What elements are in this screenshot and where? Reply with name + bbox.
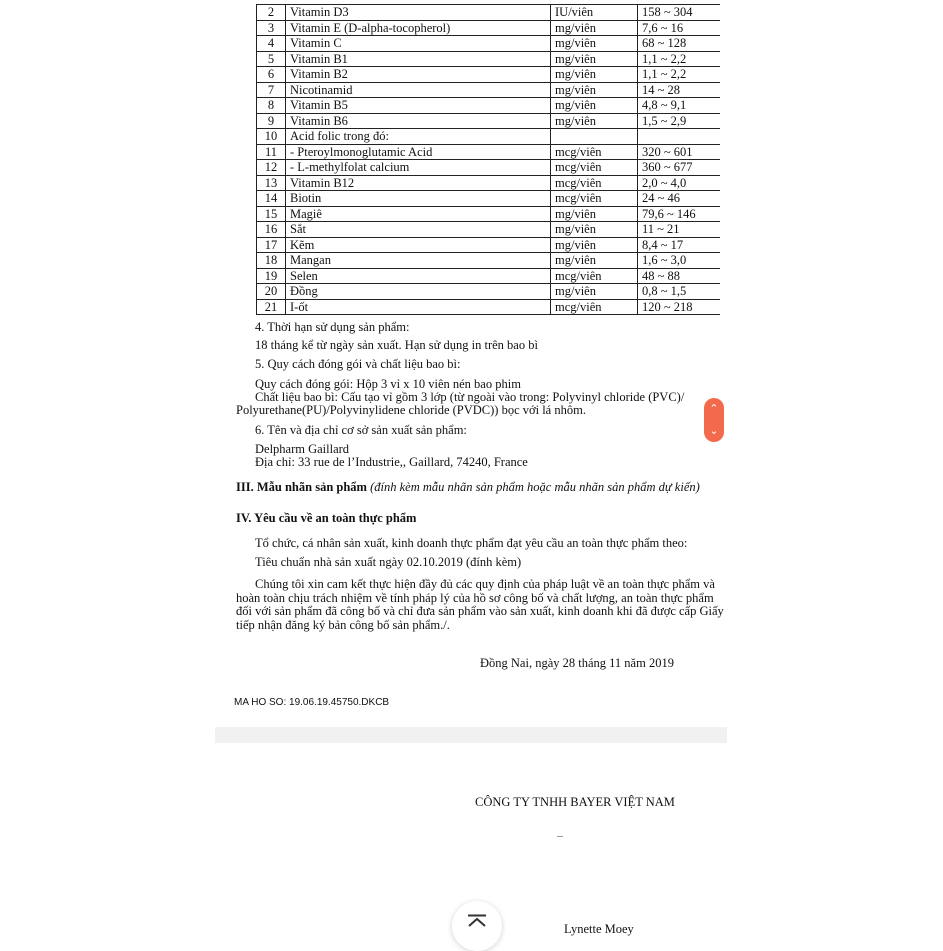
row-number: 20 [257, 284, 286, 300]
nutrient-name: Selen [286, 268, 551, 284]
nutrient-unit: mg/viên [551, 206, 638, 222]
row-number: 10 [257, 129, 286, 145]
nutrient-name: Magiê [286, 206, 551, 222]
nutrient-value: 14 ~ 28 [638, 82, 721, 98]
row-number: 18 [257, 253, 286, 269]
nutrient-unit: mcg/viên [551, 268, 638, 284]
table-row [257, 129, 721, 145]
nutrient-value: 7,6 ~ 16 [638, 20, 721, 36]
row-number: 14 [257, 191, 286, 207]
record-code: MA HO SO: 19.06.19.45750.DKCB [234, 697, 390, 708]
nutrient-value: 320 ~ 601 [638, 144, 721, 160]
nutrient-unit: mg/viên [551, 222, 638, 238]
nutrient-value: 4,8 ~ 9,1 [638, 98, 721, 114]
section-iv-line-2: Tiêu chuẩn nhà sản xuất ngày 02.10.2019 (đính kèm) [255, 555, 522, 569]
nutrient-unit: mg/viên [551, 67, 638, 83]
row-number: 17 [257, 237, 286, 253]
nutrient-value: 68 ~ 128 [638, 36, 721, 52]
nutrient-name: Vitamin B6 [286, 113, 551, 129]
table-row [257, 5, 721, 21]
nutrient-name: Vitamin B12 [286, 175, 551, 191]
section-iv-heading: IV. Yêu cầu về an toàn thực phẩm [236, 511, 417, 525]
table-row [257, 206, 721, 222]
row-number: 8 [257, 98, 286, 114]
nutrient-name: Vitamin C [286, 36, 551, 52]
nutrient-name: Biotin [286, 191, 551, 207]
table-row [257, 98, 721, 114]
commitment-line-1: Chúng tôi xin cam kết thực hiện đầy đủ các quy định của pháp luật về an toàn thực phẩm và [255, 577, 715, 591]
nutrient-name: - Pteroylmonoglutamic Acid [286, 144, 551, 160]
nutrient-unit: mcg/viên [551, 175, 638, 191]
nutrient-name: I-ốt [286, 299, 551, 315]
section-iii-note: (đính kèm mẫu nhãn sản phẩm hoặc mẫu nhãn sản phẩm dự kiến) [370, 480, 700, 494]
nutrient-value: 1,5 ~ 2,9 [638, 113, 721, 129]
row-number: 3 [257, 20, 286, 36]
nutrient-name: Vitamin B1 [286, 51, 551, 67]
nutrient-name: Sắt [286, 222, 551, 238]
nutrient-value: 11 ~ 21 [638, 222, 721, 238]
nutrient-value: 120 ~ 218 [638, 299, 721, 315]
nutrient-name: Mangan [286, 253, 551, 269]
date-line: Đồng Nai, ngày 28 tháng 11 năm 2019 [480, 656, 674, 670]
row-number: 13 [257, 175, 286, 191]
section-6-heading: 6. Tên và địa chỉ cơ sở sản xuất sản phẩm: [255, 423, 467, 437]
nutrient-unit: IU/viên [551, 5, 638, 21]
composition-table [256, 4, 720, 315]
commitment-line-3: đối với sản phẩm đã công bố và chỉ đưa sản phẩm vào sản xuất, kinh doanh khi đã được cấp Giấy [236, 604, 724, 618]
commitment-line-2: hoàn toàn chịu trách nhiệm về tính pháp lý của hồ sơ công bố và chất lượng, an toàn thực phẩm [236, 591, 714, 605]
packaging-spec: Quy cách đóng gói: Hộp 3 vỉ x 10 viên nén bao phim [255, 377, 521, 391]
nutrient-value: 79,6 ~ 146 [638, 206, 721, 222]
table-row [257, 160, 721, 176]
commitment-line-4: tiếp nhận đăng ký bản công bố sản phẩm./. [236, 618, 450, 632]
nutrient-value [638, 129, 721, 145]
row-number: 4 [257, 36, 286, 52]
company-name: CÔNG TY TNHH BAYER VIỆT NAM [475, 795, 675, 809]
table-row [257, 284, 721, 300]
section-5-heading: 5. Quy cách đóng gói và chất liệu bao bì: [255, 357, 461, 371]
table-row [257, 144, 721, 160]
nutrient-value: 1,1 ~ 2,2 [638, 51, 721, 67]
section-4-text: 18 tháng kể từ ngày sản xuất. Hạn sử dụng in trên bao bì [255, 338, 538, 352]
nutrient-unit: mg/viên [551, 51, 638, 67]
nutrient-value: 48 ~ 88 [638, 268, 721, 284]
nutrient-name: Vitamin B2 [286, 67, 551, 83]
nutrient-value: 1,6 ~ 3,0 [638, 253, 721, 269]
nutrient-unit: mg/viên [551, 82, 638, 98]
nutrient-unit: mg/viên [551, 253, 638, 269]
table-row [257, 175, 721, 191]
nutrient-value: 360 ~ 677 [638, 160, 721, 176]
nutrient-name: Kẽm [286, 237, 551, 253]
section-iii [236, 480, 700, 494]
section-4-heading: 4. Thời hạn sử dụng sản phẩm: [255, 320, 410, 334]
nutrient-value: 158 ~ 304 [638, 5, 721, 21]
nutrient-value: 2,0 ~ 4,0 [638, 175, 721, 191]
row-number: 9 [257, 113, 286, 129]
nutrient-unit [551, 129, 638, 145]
nutrient-unit: mg/viên [551, 20, 638, 36]
table-row [257, 67, 721, 83]
nutrient-value: 8,4 ~ 17 [638, 237, 721, 253]
row-number: 12 [257, 160, 286, 176]
nutrient-name: Nicotinamid [286, 82, 551, 98]
table-row [257, 82, 721, 98]
packaging-material-line-2: Polyurethane(PU)/Polyvinylidene chloride (PVDC)) bọc với lá nhôm. [236, 403, 586, 417]
nutrient-value: 1,1 ~ 2,2 [638, 67, 721, 83]
row-number: 11 [257, 144, 286, 160]
nutrient-name: Vitamin B5 [286, 98, 551, 114]
nutrient-unit: mg/viên [551, 36, 638, 52]
nutrient-name: Vitamin E (D-alpha-tocopherol) [286, 20, 551, 36]
nutrient-unit: mcg/viên [551, 299, 638, 315]
nutrient-name: - L-methylfolat calcium [286, 160, 551, 176]
nutrient-unit: mcg/viên [551, 191, 638, 207]
table-row [257, 268, 721, 284]
chevron-down-icon[interactable]: ⌄ [709, 424, 719, 437]
table-row [257, 237, 721, 253]
row-number: 5 [257, 51, 286, 67]
nutrient-unit: mg/viên [551, 237, 638, 253]
row-number: 21 [257, 299, 286, 315]
nutrient-name: Acid folic trong đó: [286, 129, 551, 145]
row-number: 6 [257, 67, 286, 83]
nutrient-name: Vitamin D3 [286, 5, 551, 21]
table-row [257, 222, 721, 238]
section-iv-line-1: Tổ chức, cá nhân sản xuất, kinh doanh thực phẩm đạt yêu cầu an toàn thực phẩm theo: [255, 536, 688, 550]
nutrient-unit: mg/viên [551, 284, 638, 300]
table-row [257, 253, 721, 269]
table-row [257, 36, 721, 52]
nutrient-unit: mg/viên [551, 113, 638, 129]
signature-mark [557, 836, 563, 837]
row-number: 15 [257, 206, 286, 222]
double-chevron-up-icon [467, 914, 487, 928]
row-number: 7 [257, 82, 286, 98]
nutrient-value: 24 ~ 46 [638, 191, 721, 207]
table-row [257, 299, 721, 315]
nutrient-unit: mcg/viên [551, 144, 638, 160]
signer-name: Lynette Moey [564, 922, 634, 936]
scroll-control[interactable] [704, 398, 724, 442]
back-to-top-button[interactable] [452, 901, 502, 951]
nutrient-name: Đồng [286, 284, 551, 300]
manufacturer-address: Địa chỉ: 33 rue de l’Industrie,, Gaillard, 74240, France [255, 455, 528, 469]
chevron-up-icon[interactable]: ⌃ [709, 402, 719, 415]
row-number: 16 [257, 222, 286, 238]
section-iii-heading: III. Mẫu nhãn sản phẩm [236, 480, 367, 494]
table-row [257, 113, 721, 129]
row-number: 19 [257, 268, 286, 284]
composition-table-body [257, 5, 721, 315]
row-number: 2 [257, 5, 286, 21]
nutrient-unit: mcg/viên [551, 160, 638, 176]
manufacturer-name: Delpharm Gaillard [255, 442, 350, 456]
nutrient-unit: mg/viên [551, 98, 638, 114]
table-row [257, 51, 721, 67]
table-row [257, 191, 721, 207]
packaging-material-line-1: Chất liệu bao bì: Cấu tạo vỉ gồm 3 lớp (từ ngoài vào trong: Polyvinyl chloride (PVC)/ [255, 390, 685, 404]
nutrient-value: 0,8 ~ 1,5 [638, 284, 721, 300]
table-row [257, 20, 721, 36]
page-separator [215, 727, 727, 743]
